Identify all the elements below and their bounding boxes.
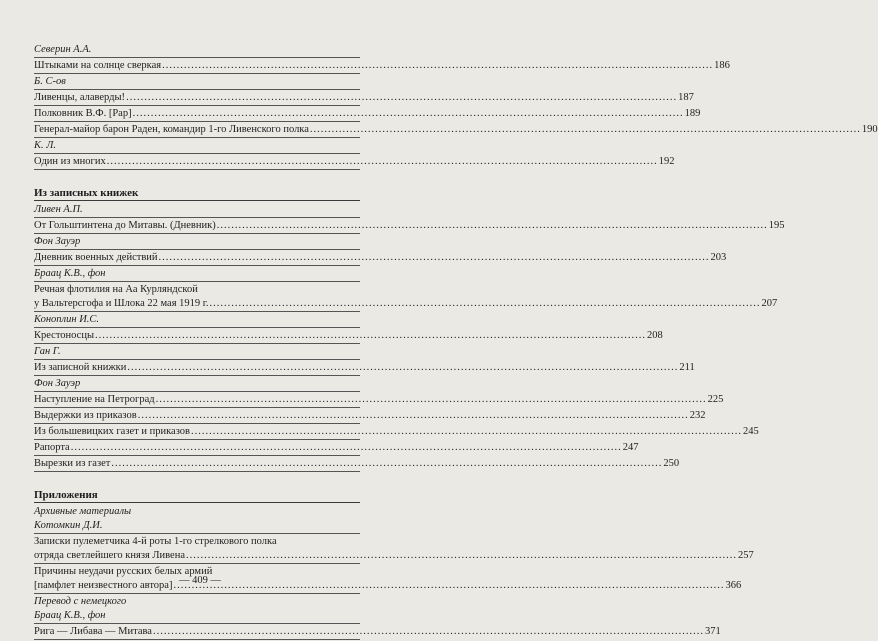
entry-page-number: 232	[689, 410, 706, 421]
toc-section	[34, 186, 785, 472]
author-name: Браац К.В., фон	[34, 609, 360, 624]
author-name: Ливен А.П.	[34, 203, 360, 218]
author-name: Б. С-ов	[34, 75, 360, 90]
dot-leader	[186, 549, 737, 563]
entry-title: Штыками на солнце сверкая	[34, 60, 162, 71]
dot-leader	[107, 155, 658, 169]
entry-page-number: 208	[647, 330, 663, 341]
entry-title: Рапорта	[34, 442, 70, 453]
author-name: Браац К.В., фон	[34, 267, 360, 282]
entry-title: [памфлет неизвестного автора]	[34, 580, 173, 591]
entry-page-number: 245	[743, 426, 759, 437]
dot-leader	[217, 219, 768, 233]
dot-leader	[156, 393, 707, 407]
entry-title: Выдержки из приказов	[34, 410, 137, 421]
entry-page-number: 186	[714, 60, 730, 71]
entry-page-number: 187	[678, 92, 694, 103]
toc-entry	[34, 549, 754, 564]
toc-entry	[34, 409, 706, 424]
entry-page-number: 371	[704, 626, 721, 637]
entry-title: Вырезки из газет	[34, 458, 111, 469]
toc-entry	[34, 457, 680, 472]
dot-leader	[127, 361, 678, 375]
entry-page-number: 207	[761, 298, 778, 309]
entry-page-number: 192	[658, 156, 675, 167]
dot-leader	[95, 329, 646, 343]
dot-leader	[126, 91, 677, 105]
toc-entry	[34, 251, 727, 266]
dot-leader	[111, 457, 662, 471]
entry-title-line: Записки пулеметчика 4-й роты 1-го стрелкового полка	[34, 536, 277, 547]
entry-page-number: 189	[684, 108, 701, 119]
entry-page-number: 257	[738, 550, 754, 561]
entry-title: Полковник В.Ф. [Рар]	[34, 108, 132, 119]
table-of-contents	[34, 43, 878, 641]
section-title-rule	[34, 502, 360, 503]
entry-page-number: 195	[768, 220, 785, 231]
dot-leader	[159, 251, 710, 265]
entry-page-number: 203	[710, 252, 727, 263]
toc-entry	[34, 425, 759, 440]
entry-title: Из записной книжки	[34, 362, 127, 373]
entry-page-number: 366	[725, 580, 742, 591]
subsection-label: Перевод с немецкого	[34, 596, 127, 607]
dot-leader	[162, 59, 713, 73]
dot-leader	[138, 409, 689, 423]
entry-title: Из большевицких газет и приказов	[34, 426, 190, 437]
entry-title-line: Причины неудачи русских белых армий	[34, 566, 213, 577]
dot-leader	[133, 107, 684, 121]
entry-title-line: Речная флотилия на Аа Курляндской	[34, 284, 198, 295]
entry-page-number: 190	[861, 124, 878, 135]
entry-title: Ливенцы, алаверды!	[34, 92, 126, 103]
toc-entry	[34, 155, 675, 170]
author-name: Фон Зауэр	[34, 377, 360, 392]
toc-entry	[34, 329, 663, 344]
author-name: Котомкин Д.И.	[34, 519, 360, 534]
entry-title: Рига — Либава — Митава	[34, 626, 152, 637]
author-name: Ган Г.	[34, 345, 360, 360]
toc-entry	[34, 441, 639, 456]
entry-title: Генерал-майор барон Раден, командир 1-го Ливенского полка	[34, 124, 309, 135]
entry-page-number: 211	[679, 362, 695, 373]
entry-title: От Гольштинтена до Митавы. (Дневник)	[34, 220, 216, 231]
toc-entry	[34, 625, 721, 640]
dot-leader	[210, 297, 761, 311]
subsection-label: Архивные материалы	[34, 506, 132, 517]
page-number: — 409 —	[179, 575, 221, 586]
toc-section	[34, 488, 754, 640]
section-title: Из записных книжек	[34, 187, 139, 199]
dot-leader	[71, 441, 622, 455]
dot-leader	[153, 625, 704, 639]
entry-page-number: 250	[663, 458, 680, 469]
toc-entry	[34, 393, 724, 408]
toc-entry	[34, 107, 701, 122]
entry-title: Крестоносцы	[34, 330, 95, 341]
toc-entry	[34, 59, 730, 74]
dot-leader	[191, 425, 742, 439]
author-name: К. Л.	[34, 139, 360, 154]
section-title-rule	[34, 200, 360, 201]
entry-title: отряда светлейшего князя Ливена	[34, 550, 185, 561]
dot-leader	[310, 123, 861, 137]
toc-entry	[34, 123, 878, 138]
toc-entry	[34, 297, 778, 312]
entry-page-number: 247	[622, 442, 639, 453]
author-name: Коноплин И.С.	[34, 313, 360, 328]
author-name: Северин А.А.	[34, 43, 360, 58]
entry-title: у Вальтерсгофа и Шлока 22 мая 1919 г.	[34, 298, 209, 309]
toc-section	[34, 43, 878, 170]
entry-title: Наступление на Петроград	[34, 394, 155, 405]
toc-entry	[34, 91, 694, 106]
author-name: Фон Зауэр	[34, 235, 360, 250]
section-title: Приложения	[34, 489, 98, 501]
toc-entry	[34, 361, 695, 376]
entry-page-number: 225	[707, 394, 724, 405]
entry-title: Один из многих	[34, 156, 106, 167]
toc-entry	[34, 219, 785, 234]
entry-title: Дневник военных действий	[34, 252, 158, 263]
